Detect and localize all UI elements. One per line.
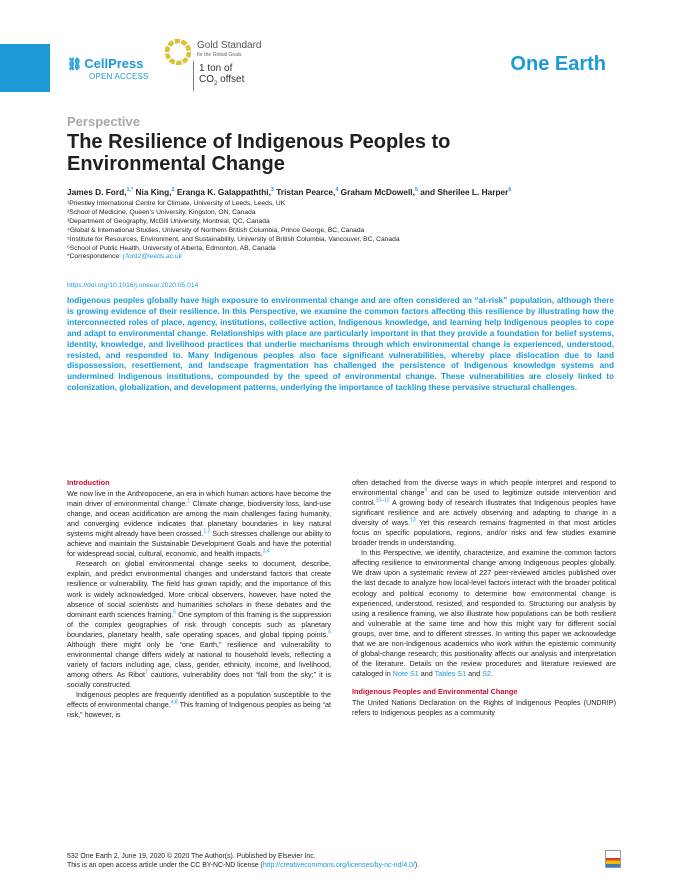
author-affiliation-ref[interactable]: 4 <box>335 187 339 194</box>
article-title: The Resilience of Indigenous Peoples to Environmental Change <box>67 131 451 175</box>
supplement-link[interactable]: Note S1 <box>392 668 419 678</box>
supplement-link[interactable]: S2 <box>482 668 491 678</box>
affiliation: ³Department of Geography, McGill University, Montreal, QC, Canada <box>67 217 270 225</box>
paragraph: In this Perspective, we identify, characterize, and examine the common factors affecting resilience to environmental change among Indigenous peoples globally. We draw upon a systematic review of 227 peer-reviewed articles published over the last decade to analyze how local-level factors interact with the broader political ecology and political economy to determine how environmental change is experienced, understood, resisted, and responded to. Structuring our analysis by using a resilience framing, we also illustrate how populations can be both resilient and vulnerable at the same time and how this might vary for different social groups, over time, and to different stresses. In writing this paper we acknowledge that we are non-Indigenous academics who work within the epistemic community of global-change research; this positionality affects our analysis and interpretation of the literature. Details on the review procedures and literature reviewed are cataloged in Note S1 and Tables S1 and S2. <box>352 548 616 678</box>
gold-standard-title: Gold Standard <box>197 40 262 51</box>
paragraph: Indigenous peoples are frequently identified as a population susceptible to the effects of environmental change.$^{4,8}$ This framing of Indigenous peoples as being “at risk,” however, is <box>67 689 332 720</box>
section-heading-indigenous: Indigenous Peoples and Environmental Change <box>352 686 518 696</box>
journal-name[interactable]: One Earth <box>510 53 606 75</box>
citation-ref[interactable]: 6 <box>328 629 331 636</box>
author-name: Tristan Pearce, <box>273 187 336 197</box>
cellpress-logo[interactable] <box>67 56 149 81</box>
citation-ref[interactable]: 1,2 <box>203 528 211 535</box>
license-text-end: ). <box>414 861 420 869</box>
citation-ref[interactable]: 3,4 <box>262 548 270 555</box>
section-heading-introduction: Introduction <box>67 478 110 487</box>
paragraph: We now live in the Anthropocene, an era in which human actions have become the main driver of environmental change.$^1$ Climate change, biodiversity loss, land-use change, and ocean acidification are among the main challenges facing humanity, and converging evidence indicates that planetary boundaries in key natural systems might already have been crossed.$^{1,2}$ Such stresses challenge our ability to achieve and maintain the Sustainable Development Goals and have the potential for widespread social, cultural, economic, and health impacts.$^{3,4}$ <box>67 489 332 559</box>
author-name: Nia King, <box>133 187 172 197</box>
paragraph: The United Nations Declaration on the Rights of Indigenous Peoples (UNDRIP) refers to Indigenous peoples as a community <box>352 697 616 718</box>
author-name: and Sherilee L. Harper <box>417 187 509 197</box>
affiliation: ⁴Global & International Studies, University of Northern British Columbia, Prince George, BC, Canada <box>67 226 365 234</box>
gold-standard-badge <box>165 39 315 93</box>
affiliation: ¹Priestley International Centre for Climate, University of Leeds, Leeds, UK <box>67 200 286 207</box>
paragraph: often detached from the diverse ways in which people interpret and respond to environmental change$^9$ and can be used to legitimize outside intervention and control.$^{10-12}$ A growing body of research illustrates that Indigenous peoples have significant resilience and are actively observing and adapting to change in a diversity of ways.$^{13}$ Yet this research remains fragmented in that most articles focus on specific populations, regions, and/or risks and few studies examine broader trends in understanding. <box>352 478 616 548</box>
offset-word: offset <box>217 74 245 85</box>
correspondence <box>67 253 400 262</box>
author-affiliation-ref[interactable]: 6 <box>508 187 512 194</box>
author-list <box>67 187 511 197</box>
author-name: Eranga K. Galappaththi, <box>174 187 271 197</box>
publisher-name: CellPress <box>84 56 144 71</box>
offset-line-1: 1 ton of <box>199 63 233 74</box>
citation-ref[interactable]: 5 <box>173 609 177 616</box>
doi-link[interactable]: https://doi.org/10.1016/j.oneear.2020.05.014 <box>67 282 199 289</box>
author-affiliation-ref[interactable]: 5 <box>414 187 418 194</box>
author-affiliation-ref[interactable]: 1,* <box>126 187 134 194</box>
cellpress-link-icon: ⛓ <box>67 56 83 71</box>
paragraph: Research on global environmental change seeks to document, describe, explain, and predict environmental changes and understand factors that create resilience or vulnerability. The field has grown rapidly, and the importance of this work is widely acknowledged. More critical observers, however, have noted the absence of social scientists and humanities scholars in these debates and the dominant earth sciences framing.$^5$ One symptom of this framing is the suppression of the complex geographies of risk through concepts such as planetary boundaries, planetary health, safe operating spaces, and global tipping points.$^6$ Although there might only be “one Earth,” resilience and vulnerability to environmental change differs widely at national to household levels, reflecting a variety of factors including age, class, gender, ethnicity, income, and livelihood, among others. As Ribot$^7$ cautions, vulnerability does not “fall from the sky;” it is socially constructed. <box>67 559 332 689</box>
author-affiliation-ref[interactable]: 2 <box>171 187 175 194</box>
body-column-right <box>352 478 616 718</box>
correspondence-email-link[interactable]: j.ford2@leeds.ac.uk <box>122 253 182 261</box>
brand-color-block <box>0 44 50 92</box>
citation-ref[interactable]: 7 <box>145 669 148 676</box>
license-link[interactable]: http://creativecommons.org/licenses/by-nc-nd/4.0/ <box>262 861 415 869</box>
author-affiliation-ref[interactable]: 3 <box>270 187 274 194</box>
page-footer <box>67 853 419 870</box>
offset-co: CO <box>199 74 214 85</box>
correspondence-label: *Correspondence: <box>67 253 123 261</box>
citation-ref[interactable]: 13 <box>410 517 416 524</box>
abstract: Indigenous peoples globally have high exposure to environmental change and are often considered an “at-risk” population, although there is growing evidence of their resilience. In this Perspective, we examine the common factors affecting this resilience by illustrating how the interconnected roles of place, agency, institutions, collective action, Indigenous knowledge, and learning help Indigenous peoples to cope and adapt to environmental change. Relationships with place are particularly important in that they provide a foundation for belief systems, identity, knowledge, and livelihood practices that underlie mechanisms through which environmental change is experienced, understood, resisted, and responded to. Many Indigenous peoples also face significant vulnerabilities, whereby place dislocation due to land dispossession, resettlement, and landscape fragmentation has challenged the persistence of Indigenous knowledge systems and undermined Indigenous institutions, compounded by the speed of environmental change. These vulnerabilities are closely linked to colonization, globalization, and development patterns, underlying the importance of tackling these pervasive structural challenges. <box>67 296 614 393</box>
citation-ref[interactable]: 10–12 <box>375 497 390 504</box>
body-column-left <box>67 478 331 720</box>
affiliation: ⁶School of Public Health, University of Alberta, Edmonton, AB, Canada <box>67 244 276 252</box>
citation-ref[interactable]: 1 <box>187 498 191 505</box>
article-section: Perspective <box>67 114 140 129</box>
citation-ref[interactable]: 9 <box>424 487 428 494</box>
check-for-updates-icon[interactable] <box>605 850 621 868</box>
citation-ref[interactable]: 4,8 <box>170 699 178 706</box>
footer-license <box>67 862 419 871</box>
sdg-wheel-icon <box>165 39 191 65</box>
footer-citation: 532 One Earth 2, June 19, 2020 © 2020 The Author(s). Published by Elsevier Inc. <box>67 853 316 860</box>
open-access-label: OPEN ACCESS <box>89 72 149 81</box>
author-name: James D. Ford, <box>67 187 127 197</box>
affiliations <box>67 200 400 262</box>
supplement-link[interactable]: Tables S1 <box>434 668 467 678</box>
badge-divider <box>193 61 194 91</box>
author-name: Graham McDowell, <box>338 187 415 197</box>
gold-standard-subtitle: for the Global Goals <box>197 52 242 58</box>
offset-label <box>199 63 244 90</box>
offset-subscript: 2 <box>214 81 218 87</box>
affiliation: ⁵Institute for Resources, Environment, and Sustainability, University of British Columbia, Vancouver, BC, Canada <box>67 235 400 243</box>
license-text: This is an open access article under the CC BY-NC-ND license ( <box>67 861 263 869</box>
affiliation: ²School of Medicine, Queen’s University, Kingston, ON, Canada <box>67 208 256 216</box>
